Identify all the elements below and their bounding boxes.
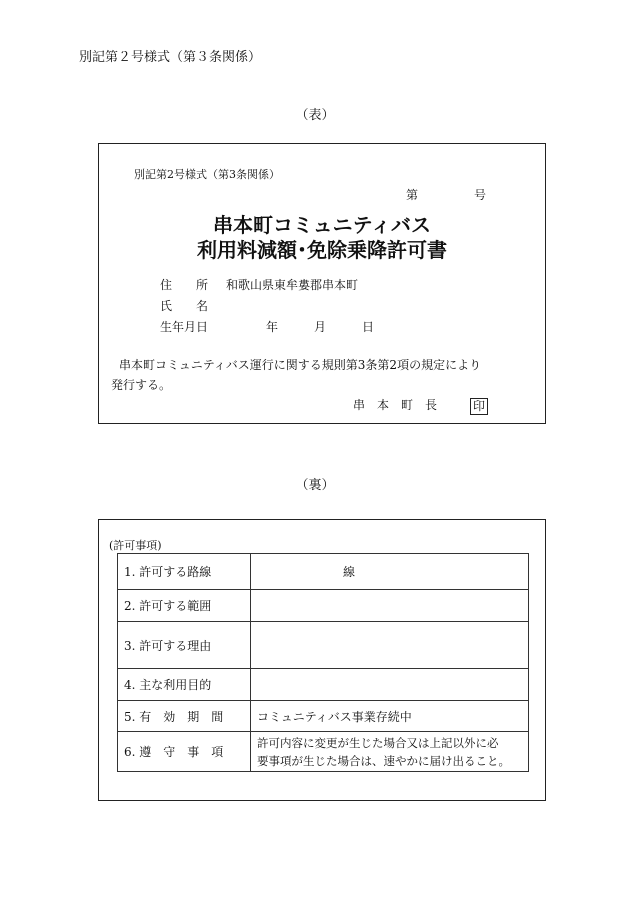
- inner-form-label: 別記第2号様式（第3条関係）: [134, 168, 280, 181]
- row-label: 2. 許可する範囲: [118, 590, 251, 622]
- field-birthdate-label: 生年月日: [160, 320, 209, 334]
- row-value: [251, 669, 529, 701]
- row-value-line-2: 要事項が生じた場合は、速やかに届け出ること。: [257, 753, 510, 768]
- row-value: [251, 732, 529, 772]
- table-row: [118, 701, 529, 732]
- row-value-line-1: 許可内容に変更が生じた場合又は上記以外に必: [257, 735, 499, 750]
- statement-line-2: 発行する。: [111, 378, 172, 392]
- section-title: (許可事項): [109, 539, 162, 552]
- table-row: [118, 622, 529, 669]
- issuer: 串 本 町 長: [353, 398, 438, 412]
- row-value: [251, 622, 529, 669]
- row-value: 線: [251, 554, 529, 590]
- statement-line-1: 串本町コミュニティバス運行に関する規則第3条第2項の規定により: [119, 358, 482, 372]
- table-row: [118, 590, 529, 622]
- seal-stamp: [470, 395, 488, 415]
- number-suffix: 号: [474, 188, 487, 202]
- back-label: （裏）: [295, 478, 335, 493]
- table-row: [118, 732, 529, 772]
- table-row: [118, 554, 529, 590]
- row-value: [251, 590, 529, 622]
- field-name-label: 氏 名: [160, 299, 209, 313]
- field-address-label: 住 所: [160, 278, 209, 292]
- number-prefix: 第: [406, 188, 419, 202]
- row-label: 6. 遵 守 事 項: [118, 732, 251, 772]
- table-row: [118, 669, 529, 701]
- front-permit-card: [98, 143, 546, 424]
- field-address-value: 和歌山県東牟婁郡串本町: [226, 278, 359, 292]
- title-line-1: 串本町コミュニティバス: [213, 213, 431, 237]
- form-label: 別記第２号様式（第３条関係）: [79, 50, 262, 65]
- seal-text: 印: [470, 398, 488, 415]
- row-value: コミュニティバス事業存続中: [251, 701, 529, 732]
- row-label: 1. 許可する路線: [118, 554, 251, 590]
- row-label: 3. 許可する理由: [118, 622, 251, 669]
- field-birthdate-value: 年 月 日: [266, 320, 375, 334]
- title-line-2: 利用料減額･免除乗降許可書: [197, 238, 447, 262]
- permit-items-table: [117, 553, 529, 772]
- row-label: 5. 有 効 期 間: [118, 701, 251, 732]
- front-label: （表）: [295, 108, 335, 123]
- row-label: 4. 主な利用目的: [118, 669, 251, 701]
